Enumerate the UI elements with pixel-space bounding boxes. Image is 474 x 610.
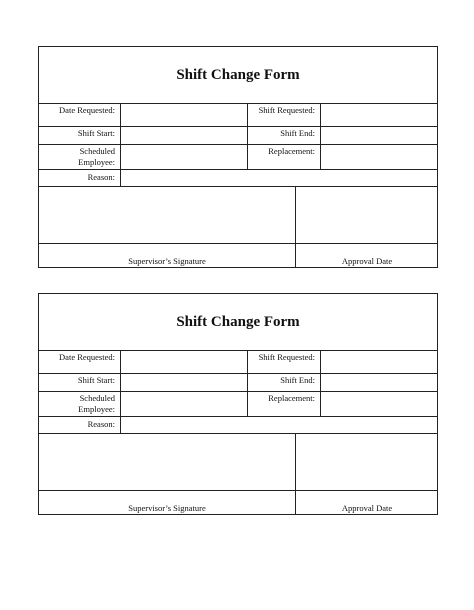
shift-end-field[interactable] <box>321 374 438 391</box>
scheduled-employee-field[interactable] <box>121 392 247 416</box>
reason-field[interactable] <box>121 417 438 433</box>
employee-label: Employee: <box>78 404 115 414</box>
form-title: Shift Change Form <box>176 313 300 330</box>
supervisor-signature-label: Supervisor’s Signature <box>128 503 206 513</box>
shift-change-form-1 <box>38 46 438 268</box>
replacement-label: Replacement: <box>268 393 315 403</box>
shift-start-field[interactable] <box>121 127 247 144</box>
supervisor-signature-field[interactable] <box>39 187 295 243</box>
date-requested-field[interactable] <box>121 104 247 126</box>
reason-label: Reason: <box>87 172 115 182</box>
replacement-field[interactable] <box>321 145 438 169</box>
approval-date-label: Approval Date <box>341 256 393 266</box>
form-title: Shift Change Form <box>176 66 300 83</box>
shift-requested-label: Shift Requested: <box>258 105 315 115</box>
shift-start-label: Shift Start: <box>77 375 115 385</box>
reason-label: Reason: <box>87 419 115 429</box>
approval-date-label: Approval Date <box>341 503 393 513</box>
employee-label: Employee: <box>78 157 115 167</box>
shift-requested-label: Shift Requested: <box>258 352 315 362</box>
supervisor-signature-field[interactable] <box>39 434 295 490</box>
shift-end-label: Shift End: <box>280 128 315 138</box>
shift-requested-field[interactable] <box>321 104 438 126</box>
shift-requested-field[interactable] <box>321 351 438 373</box>
shift-end-label: Shift End: <box>280 375 315 385</box>
replacement-label: Replacement: <box>268 146 315 156</box>
supervisor-signature-label: Supervisor’s Signature <box>128 256 206 266</box>
scheduled-label: Scheduled <box>79 393 115 403</box>
shift-start-label: Shift Start: <box>77 128 115 138</box>
date-requested-label: Date Requested: <box>59 105 115 115</box>
date-requested-field[interactable] <box>121 351 247 373</box>
approval-date-field[interactable] <box>296 434 438 490</box>
scheduled-label: Scheduled <box>79 146 115 156</box>
divider <box>39 490 437 491</box>
scheduled-employee-field[interactable] <box>121 145 247 169</box>
shift-end-field[interactable] <box>321 127 438 144</box>
reason-field[interactable] <box>121 170 438 186</box>
date-requested-label: Date Requested: <box>59 352 115 362</box>
divider <box>39 243 437 244</box>
approval-date-field[interactable] <box>296 187 438 243</box>
shift-change-form-2 <box>38 293 438 515</box>
shift-start-field[interactable] <box>121 374 247 391</box>
replacement-field[interactable] <box>321 392 438 416</box>
